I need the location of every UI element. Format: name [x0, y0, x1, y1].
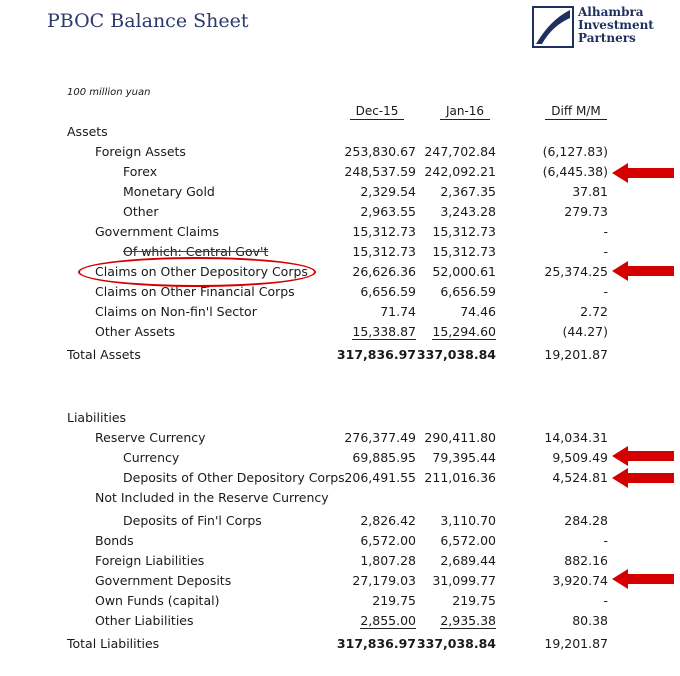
table-row: Deposits of Fin'l Corps 2,826.42 3,110.70 284.28: [123, 513, 608, 528]
table-row: Own Funds (capital) 219.75 219.75 -: [95, 593, 608, 608]
table-row: Bonds 6,572.00 6,572.00 -: [95, 533, 608, 548]
assets-section-label: Assets: [67, 124, 108, 139]
column-header-jan16: Jan-16: [430, 104, 500, 118]
liabilities-section-label: Liabilities: [67, 410, 127, 425]
arrow-left-icon: [612, 569, 674, 589]
unit-note: 100 million yuan: [67, 87, 151, 98]
table-row: Currency 69,885.95 79,395.44 9,509.49: [123, 450, 608, 465]
table-row: Government Deposits 27,179.03 31,099.77 3,920.74: [95, 573, 608, 588]
arrow-left-icon: [612, 468, 674, 488]
table-row: Reserve Currency 276,377.49 290,411.80 14,034.31: [95, 430, 608, 445]
table-row: Not Included in the Reserve Currency: [95, 490, 329, 505]
table-row: Of which: Central Gov't 15,312.73 15,312.73 -: [123, 244, 608, 259]
column-header-dec15: Dec-15: [342, 104, 412, 118]
table-row: Government Claims 15,312.73 15,312.73 -: [95, 224, 608, 239]
table-row: Monetary Gold 2,329.54 2,367.35 37.81: [123, 184, 608, 199]
logo-text: Alhambra Investment Partners: [578, 5, 654, 45]
table-row: Claims on Non-fin'l Sector 71.74 74.46 2.72: [95, 304, 608, 319]
page-title: PBOC Balance Sheet: [47, 10, 249, 32]
table-row: Other 2,963.55 3,243.28 279.73: [123, 204, 608, 219]
arrow-left-icon: [612, 446, 674, 466]
table-row: Deposits of Other Depository Corps 206,491.55 211,016.36 4,524.81: [123, 470, 608, 485]
table-row: Claims on Other Financial Corps 6,656.59 6,656.59 -: [95, 284, 608, 299]
table-row: Claims on Other Depository Corps 26,626.36 52,000.61 25,374.25: [95, 264, 608, 279]
arrow-left-icon: [612, 163, 674, 183]
total-liabilities-row: Total Liabilities 317,836.97 337,038.84 19,201.87: [67, 636, 608, 651]
table-row: Other Assets 15,338.87 15,294.60 (44.27): [95, 324, 608, 339]
table-row: Forex 248,537.59 242,092.21 (6,445.38): [123, 164, 608, 179]
table-row: Foreign Liabilities 1,807.28 2,689.44 882.16: [95, 553, 608, 568]
highlight-ellipse: [78, 257, 316, 287]
arrow-left-icon: [612, 261, 674, 281]
total-assets-row: Total Assets 317,836.97 337,038.84 19,201.87: [67, 347, 608, 362]
table-row: Other Liabilities 2,855.00 2,935.38 80.38: [95, 613, 608, 628]
company-logo: [532, 6, 672, 50]
logo-mark-icon: [532, 6, 574, 48]
table-row: Foreign Assets 253,830.67 247,702.84 (6,127.83): [95, 144, 608, 159]
column-header-diff: Diff M/M: [536, 104, 616, 118]
